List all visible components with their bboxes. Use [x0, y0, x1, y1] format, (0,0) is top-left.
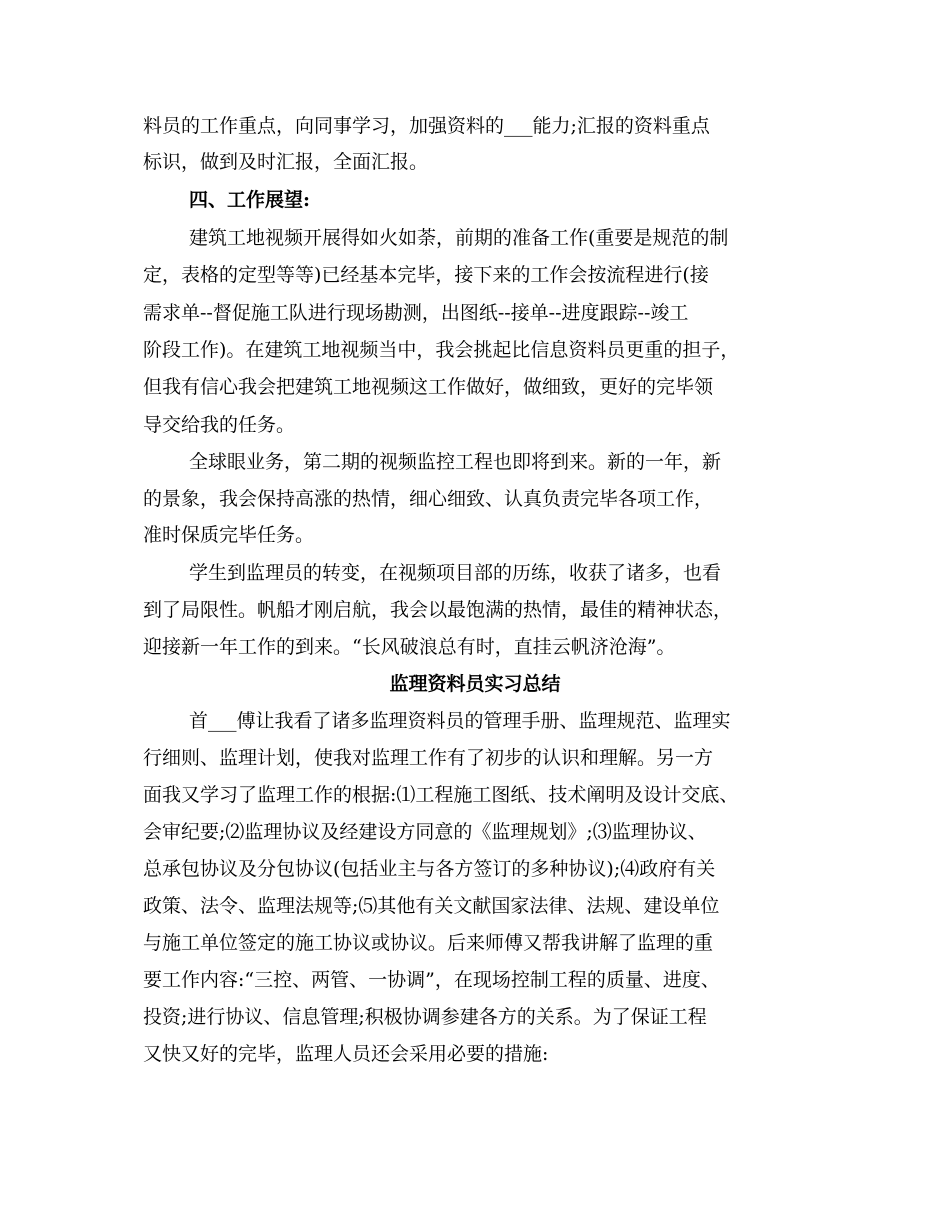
body-line: 面我又学习了监理工作的根据:⑴工程施工图纸、技术阐明及设计交底、 — [143, 784, 739, 806]
document-title: 监理资料员实习总结 — [389, 673, 561, 695]
body-line: 全球眼业务，第二期的视频监控工程也即将到来。新的一年，新 — [189, 451, 722, 473]
body-line: 行细则、监理计划，使我对监理工作有了初步的认识和理解。另一方 — [143, 747, 714, 769]
body-line: 建筑工地视频开展得如火如荼，前期的准备工作(重要是规范的制 — [189, 227, 729, 249]
body-line: 学生到监理员的转变，在视频项目部的历练，收获了诸多，也看 — [189, 562, 722, 584]
body-line: 要工作内容:“三控、两管、一协调”，在现场控制工程的质量、进度、 — [143, 969, 720, 991]
body-line: 料员的工作重点，向同事学习，加强资料的___能力;汇报的资料重点 — [143, 115, 710, 137]
body-line: 阶段工作)。在建筑工地视频当中，我会挑起比信息资料员更重的担子， — [143, 339, 740, 361]
body-line: 导交给我的任务。 — [143, 414, 296, 436]
body-line: 首___傅让我看了诸多监理资料员的管理手册、监理规范、监理实 — [189, 710, 731, 732]
body-line: 标识，做到及时汇报，全面汇报。 — [143, 151, 429, 173]
body-line: 的景象，我会保持高涨的热情，细心细致、认真负责完毕各项工作， — [143, 488, 714, 510]
body-line: 政策、法令、监理法规等;⑸其他有关文献国家法律、法规、建设单位 — [143, 895, 720, 917]
body-line: 需求单--督促施工队进行现场勘测，出图纸--接单--进度跟踪--竣工 — [143, 302, 689, 324]
body-line: 定，表格的定型等等)已经基本完毕，接下来的工作会按流程进行(接 — [143, 264, 709, 286]
body-line: 会审纪要;⑵监理协议及经建设方同意的《监理规划》;⑶监理协议、 — [143, 821, 707, 843]
body-line: 但我有信心我会把建筑工地视频这工作做好，做细致，更好的完毕领 — [143, 376, 714, 398]
body-line: 准时保质完毕任务。 — [143, 524, 315, 546]
body-line: 投资;进行协议、信息管理;积极协调参建各方的关系。为了保证工程 — [143, 1006, 707, 1028]
section-heading: 四、工作展望: — [189, 189, 311, 211]
body-line: 与施工单位签定的施工协议或协议。后来师傅又帮我讲解了监理的重 — [143, 932, 714, 954]
body-line: 到了局限性。帆船才刚启航，我会以最饱满的热情，最佳的精神状态， — [143, 599, 733, 621]
body-line: 迎接新一年工作的到来。“长风破浪总有时，直挂云帆济沧海”。 — [143, 636, 676, 658]
body-line: 总承包协议及分包协议(包括业主与各方签订的多种协议);⑷政府有关 — [143, 858, 716, 880]
body-line: 又快又好的完毕，监理人员还会采用必要的措施: — [143, 1043, 549, 1065]
